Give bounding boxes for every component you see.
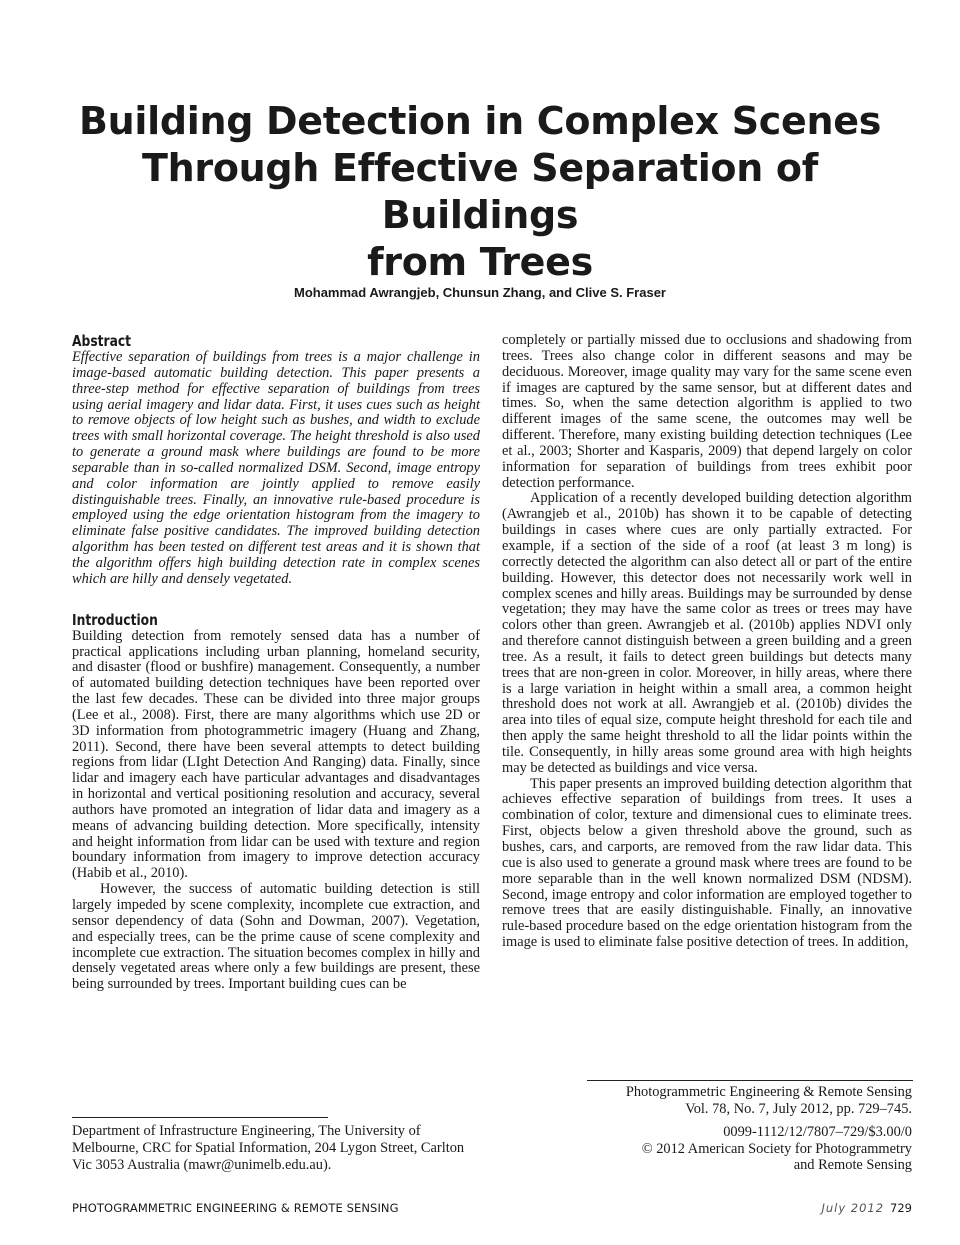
journal-copyright: © 2012 American Society for Photogrammetry — [641, 1140, 912, 1157]
journal-info — [560, 1084, 912, 1174]
body-paragraph-2: Application of a recently developed building detection algorithm (Awrangjeb et al., 2010b) has shown it to be capable of detecting buildings in cases where cues are only partially extracted. For example, if a section of the side of a roof (at least 3 m long) is correctly detected the algorithm can also detect all or part of the entire building. However, this detector does not necessarily work well in complex scenes and hilly areas. Buildings may be surrounded by dense vegetation; they may have the same color as trees or trees may have colors other than green. Awrangjeb et al. (2010b) applies NDVI only and therefore cannot distinguish between a green building and a green tree. As a result, it fails to detect green buildings but detects many trees that are non-green in color. Moreover, in hilly areas, where there is a large variation in height within a small area, a common height threshold does not work at all. Awrangjeb et al. (2010b) divides the area into tiles of equal size, compute height threshold for each tile and then apply the same height threshold to all the lidar points within the tile. Consequently, in hilly areas some ground area with high heights may be detected as buildings and vice versa. — [502, 490, 912, 776]
introduction-heading: Introduction — [72, 610, 158, 629]
introduction-paragraph-1: Building detection from remotely sensed data has a number of practical applications including urban planning, homeland security, and disaster (flood or bushfire) management. Consequently, a number of automated building detection techniques have been reported over the last few decades. These can be divided into three major groups (Lee et al., 2008). First, there are many algorithms which use 2D or 3D information from photogrammetric imagery (Huang and Zhang, 2011). Second, there have been several attempts to detect building regions from lidar (LIght Detection And Ranging) data. Finally, since lidar and imagery each have particular advantages and disadvantages in horizontal and vertical positioning resolution and accuracy, several authors have promoted an integration of lidar data and imagery as a means of advancing building detection. More specifically, intensity and height information from lidar can be used with texture and region boundary information from imagery to improve detection accuracy (Habib et al., 2010). — [72, 627, 480, 882]
left-column — [72, 333, 480, 993]
footer-page-info — [760, 1201, 912, 1215]
title-line-3: from Trees — [367, 240, 593, 284]
title-line-2: Through Effective Separation of Buildings — [142, 146, 818, 237]
page-number: 729 — [890, 1201, 912, 1215]
paper-title — [60, 98, 900, 286]
body-paragraph-3: This paper presents an improved building detection algorithm that achieves effective separation of buildings from trees. It uses a combination of color, texture and dimensional cues to eliminate trees. First, objects below a given threshold above the ground, such as bushes, cars, and carports, are removed from the raw lidar data. This cue is also used to generate a ground mask where trees are found to be more separable than in the well known normalized DSM (NDSM). Second, image entropy and color information are employed together to remove trees that are easily distinguishable. Finally, an innovative rule-based procedure based on the edge orientation histogram from the image is used to eliminate false positive detection of trees. In addition, — [502, 775, 912, 951]
title-line-1: Building Detection in Complex Scenes — [78, 99, 882, 143]
author-list: Mohammad Awrangjeb, Chunsun Zhang, and Clive S. Fraser — [293, 285, 666, 300]
body-paragraph-1: completely or partially missed due to occlusions and shadowing from trees. Trees also change color in different seasons and may be deciduous. Moreover, image quality may vary for the same scene even if images are captured by the same sensor, but at different dates and times. So, when the same detection algorithm is applied to two different images of the same scene, the outcomes may well be different. Therefore, many existing building detection techniques (Lee et al., 2003; Shorter and Kasparis, 2009) that depend largely on color information for separation of buildings from trees exhibit poor detection performance. — [502, 332, 912, 491]
abstract-text: Effective separation of buildings from trees is a major challenge in image-based automatic building detection. This paper presents a three-step method for effective separation of buildings from trees using aerial imagery and lidar data. First, it uses cues such as height to remove objects of low height such as bushes, and width to exclude trees with small horizontal coverage. The height threshold is also used to generate a ground mask where buildings are found to be more separable than in so-called normalized DSM. Second, image entropy and color information are jointly applied to remove easily distinguishable trees. Finally, an innovative rule-based procedure is employed using the edge orientation histogram from the imagery to eliminate false positive candidates. The improved building detection algorithm has been tested on different test areas and it is shown that the algorithm offers high building detection rate in complex scenes which are hilly and densely vegetated. — [72, 349, 480, 587]
introduction-paragraph-2: However, the success of automatic building detection is still largely impeded by scene complexity, incomplete cue extraction, and sensor dependency of data (Sohn and Dowman, 2007). Vegetation, and especially trees, can be the prime cause of scene complexity and incomplete cue extraction. The situation becomes complex in hilly and densely vegetated areas where only a few buildings are present, these being surrounded by trees. Important building cues can be — [72, 881, 480, 993]
journal-info-rule — [587, 1080, 913, 1081]
journal-name: Photogrammetric Engineering & Remote Sensing — [625, 1084, 912, 1100]
journal-code: 0099-1112/12/7807–729/$3.00/0 — [723, 1124, 912, 1140]
right-column — [502, 333, 912, 951]
footer-journal-name: PHOTOGRAMMETRIC ENGINEERING & REMOTE SENSING — [72, 1201, 399, 1215]
footnote-rule — [72, 1117, 328, 1118]
journal-volume: Vol. 78, No. 7, July 2012, pp. 729–745. — [685, 1100, 912, 1117]
author-affiliation: Department of Infrastructure Engineering, The University of Melbourne, CRC for Spatial Information, 204 Lygon Street, Carlton Vic 3053 Australia (mawr@unimelb.edu.au). — [72, 1123, 465, 1173]
footer-month: July 2012 — [821, 1201, 885, 1215]
journal-copyright-continued: and Remote Sensing — [793, 1157, 912, 1173]
abstract-heading: Abstract — [72, 332, 132, 350]
